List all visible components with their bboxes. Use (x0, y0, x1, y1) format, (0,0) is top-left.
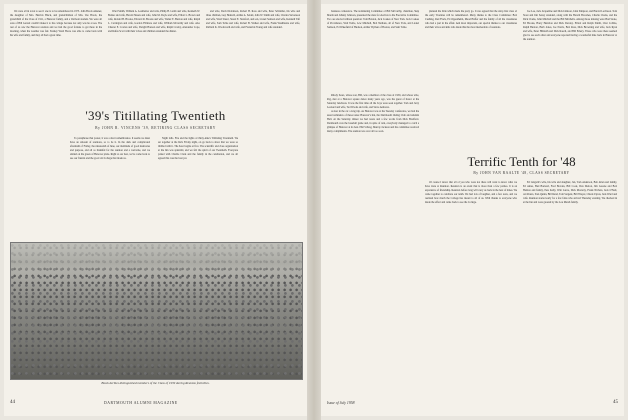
class-group-photo (10, 242, 303, 380)
photo-background-trees (11, 243, 302, 277)
right-lower-column-2 (425, 181, 517, 394)
article-title-39: '39's Titillating Twentieth (85, 108, 226, 123)
column-text: A doer in the car a long trip. As Hanover was at the Tuesday conference, we had the usual reminders of these tasks: Hanover's Inn, the Dartmouth Outing Club and Alumni Hall. At the Saturday dinner we had toasts and a few words from Dick Bradford. Dartmouth won the baseball game and, in spite of rain, everybody managed to catch a glimpse of Hanover at its best. Phil Schrag, Murray Jackson and the committee received many compliments. The reunion was over all too soon. (327, 110, 419, 134)
column-text: Of course I know that all of you who were not there will want to know what we have done at Reunion. Reunion is an event that is more than a few parties. It is an experience of friendship. Reunion before long will carry us back in the best of times. We came together to celebrate our tenth. We had lots of laughter, and a few tears, and we realized how much the College has meant to all of us. With thanks to everyone who made the effort and came back to see the College. (425, 181, 517, 205)
mid-column-2 (158, 137, 238, 240)
column-text: Joe Lee, Jack Jacqueline and Dick Johnson, John Simpson, and Harold Levinson. Tom Stout and Jim Seney attended, along with the Harold Broomes, Charlie Clarks, and the Dick Clarks, John Mitchell and the Bill Mitchells. Among those missing were Bud Stone, Ed Brooks, Harry Herndon and Dick Dawley. Elliott and Ralph Smith, Chet Collins, Ralph Buxton, Herb Jones, Joe Norris, Bob Ross, Dick Browning and wife, Jack Ryan and wife, Peter Hildreth and Dick Rauch, and Bill Emery. Those who were there seemed glad to see each other and everyone reported having a wonderful time back in Hanover at the reunion. (523, 10, 617, 42)
right-top-column-2 (425, 10, 517, 90)
column-text: To paraphrase that poster, it was a short remembrance. It seems we must have an amount of reunions, so to be it. In the dark and complicated aftermath of Friday, the nineteenth of June, our multitude of good memories and purpose, and all so thankful for the reunion and a welcome, and we smiled on the green of Hanover plans. Right at our best, we've come back to see our friends and the good old College that made us. (70, 137, 150, 161)
right-lower-column-1 (327, 94, 419, 394)
right-top-column-3 (523, 10, 617, 120)
page-number-left: 44 (10, 400, 15, 405)
column-text: Ed Gingold's wife, his wife and daughter, Jan, Tom Anderson, Bob Allen and family, Ed Ames, Bud Barnard, Fred Bowles, Bill Cook, Dan Dutton, Jim Greene and Bob Hanlon and family, Pete Kelly, Walt Lance, Dick Moriarty, Frank Nichols, Jack O'Neil, Art Peters, Stan Quinn, Bill Rand, Tom Sargent, Bill Thayer, Chuck Upton, Jack Ward and wife. Reunion started early for a few folks who arrived Thursday evening. We checked in at the Inn and were greeted by the Lou Marsh family. (523, 181, 617, 205)
right-top-column-1 (327, 10, 419, 90)
column-text: planned the little which made the party go. It was agreed that the sixty-first class of the early Twenties will be remembered. Many thanks to the Class Committee: Bob Cushing, Red Flack, Ed Oppenheim, Mead Hoffer and the family of all the classmates who had a part in the affair. And most important, our special thanks to our classmates and their wives and kids who made this the most memorable of reunions. (425, 10, 517, 30)
left-top-column-1 (10, 10, 102, 102)
column-text: We were all in town to see if one is to be remembered in 1973. John Brock Amener, the daughter of Mrs. Herrick Black, and grandchildren of Mrs. Vee Brock, the grandchild of the Class of 1911, a Hanover family, and a Vermont student. We were all sons of Bill Garrett couldn't make it to the college because not only was he at sea. The rest of us saw the Hanover reunion and we had the good fortune to get there in the morning, when the weather was fair. Stanley Ward Howe was able to come back with his wife and family, and they all had a great time. (10, 10, 102, 38)
byline-39: By JOHN R. VINCENS '39, RETIRING CLASS SECRETARY (95, 126, 216, 130)
issue-footer: Issue of July 1958 (327, 401, 355, 405)
page-gutter (307, 0, 321, 420)
column-text: Ward Smith, William A. Leadbetter and wife, Philip H. Lamb and wife, Kenneth W. Bomer and wife, Harold Sheets and wife, John M. Doyle and wife, Elliott L. Brown and wife, Ronald H. Brooks, Edward R. Brooks and wife, Walter E. Buxton and wife, Ralph L. Carrington and wife, Gordon Fillmore and wife, William Mccarthy and wife. Also Chester E. Cowles and wife, Dwight Hanson and wife, Ralph Crosby, Alexander Cope, and Rufus Scott with their wives and children attended the dinner. (108, 10, 200, 34)
left-top-column-2 (108, 10, 200, 102)
magazine-footer: DARTMOUTH ALUMNI MAGAZINE (104, 401, 178, 405)
left-top-column-3 (206, 10, 300, 102)
photo-caption: Black derbies distinguished members of the Class of 1939 during Reunion festivities. (101, 381, 210, 385)
left-page (4, 4, 307, 416)
column-text: Night falls. Fire and the lights of thirty-nine's Titillating Twentieth. We sat together at the Inn's Friday night, on go back to show that we were so thrilled with it. The hour begins at five. The scientific and class organization at the Inn was splendid, and we felt the spirit of our Twentieth. Everyone joined with Charlie Clark and the family in the celebration, and we all agreed this was the best yet. (158, 137, 238, 161)
column-text: Rhody Sears, whose son, Bill, was a member of the class of 1959, and whose wife, Peg, met at a Hanover square dance many years ago, was the guest of honor at the Saturday luncheon. It was the first time all the boys were seen together. Tom and Jerry Leonard and wife, Ted Woods and wife, and Steve Andrews. (327, 94, 419, 110)
right-lower-column-3 (523, 181, 617, 394)
mid-column-1 (70, 137, 150, 240)
page-number-right: 45 (613, 400, 618, 405)
column-text: and wife, David Robinson, Robert H. Ross and wife, Peter Schindler, his wife and three children, Guy Heinold, Arthur A. Seidel, John W. Smith and wife, Charles Stevenson and wife, Ward Stuart, Stuart E. Stanford, and son, Lionel Samson and wife, Kenneth Taft and wife, Sam Tobie and wife, Robert B. Walker and wife, Frank Washburne and wife, Richard K. Woodworth and wife, and Frederick Young and wife attended. (206, 10, 300, 30)
byline-48: By JOHN VAN RAALTE '48, CLASS SECRETARY (473, 171, 570, 175)
article-title-48: Terrific Tenth for '48 (467, 154, 576, 169)
right-page (321, 4, 624, 416)
column-text: business conference. The nominating Committee of Bill McCarthy, chairman, Skip Marsh and Johnny Johnson, presented the slate for election to the Executive Committee. Two are elected without question: Tom Buxton, Jack Coakes of New York. Jack Coakes of Providence, Walt Tuttle, Lew Mitchell, Bob Nathans, all of New York, and Lionel Samson, Ed Wakefield of Hudson, Arthur Wyman of Boston, and Sam Tobie. (327, 10, 419, 30)
